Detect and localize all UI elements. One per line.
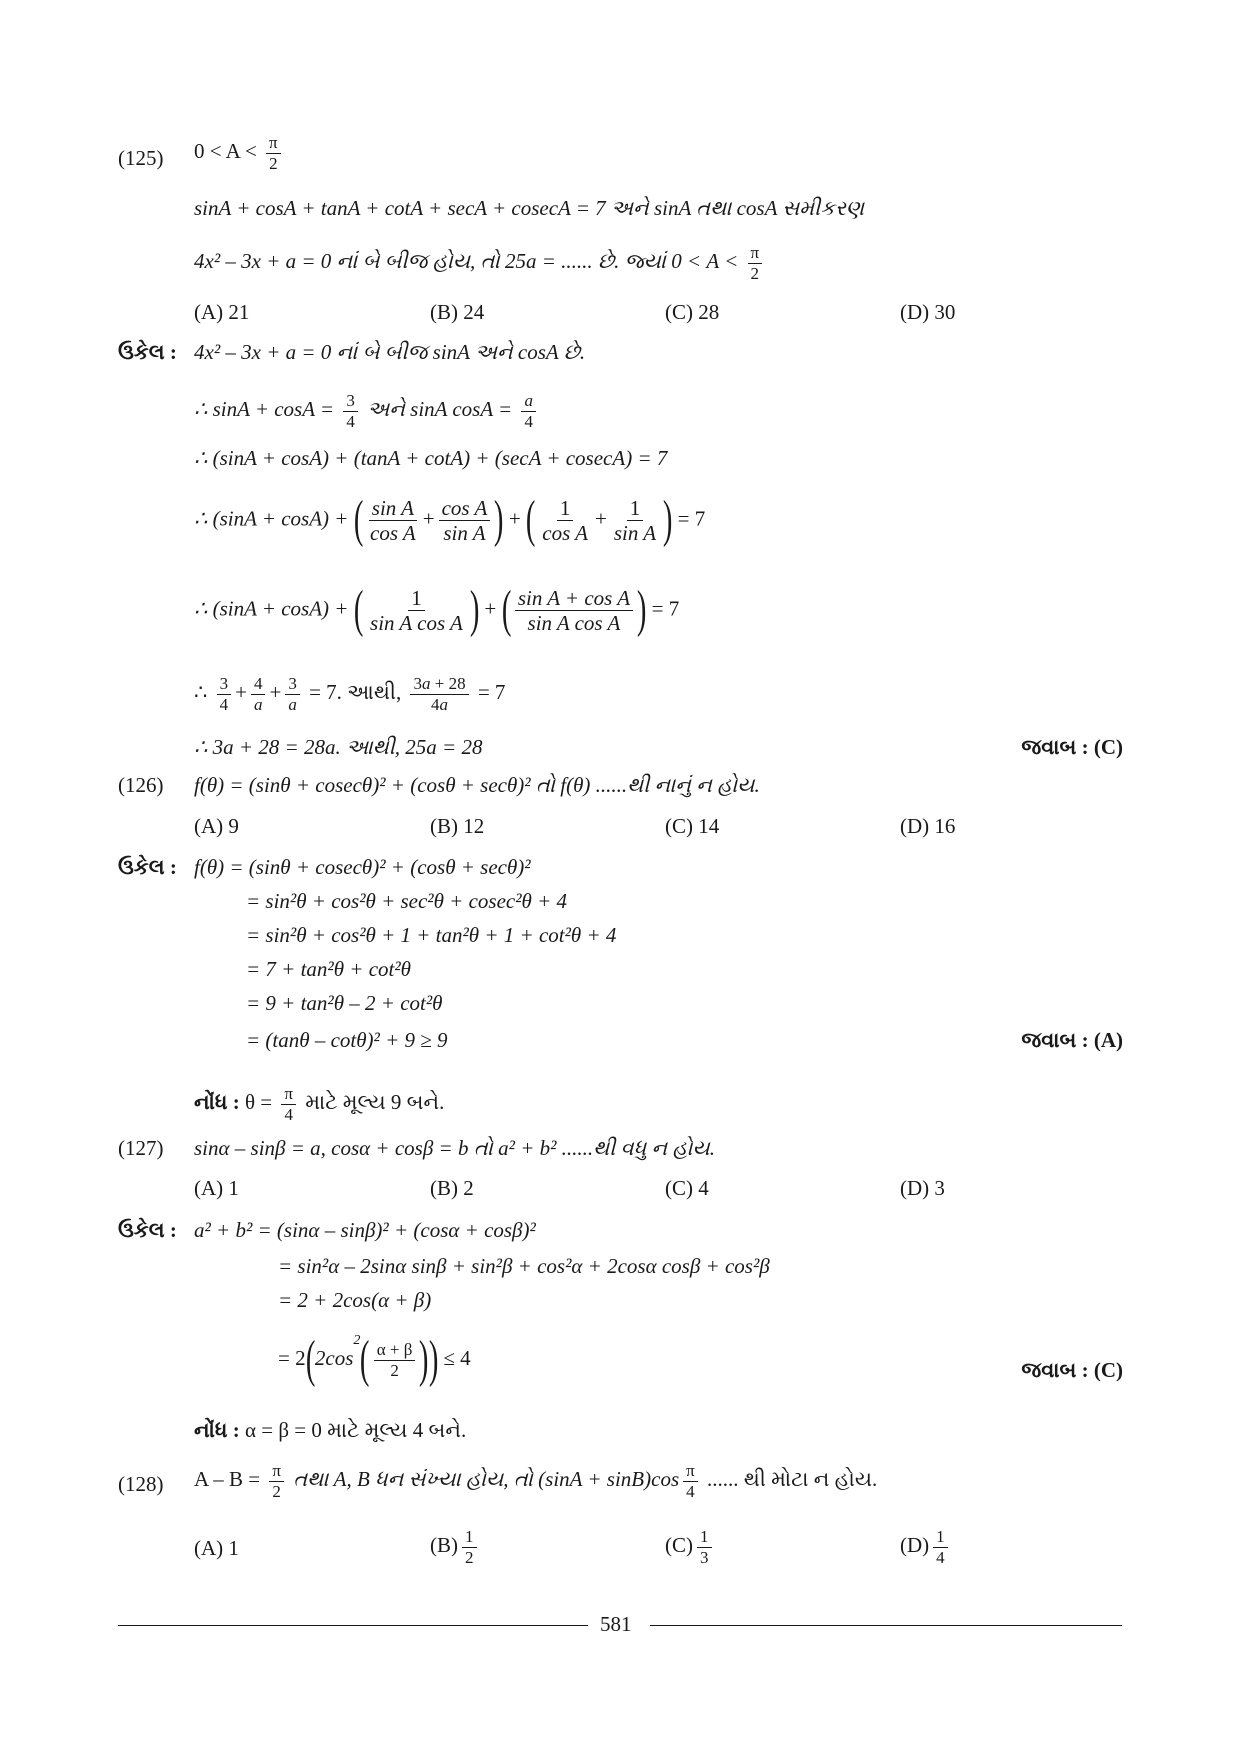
q128-text: A – B = $\frac{\pi}{2}$ તથા A, B ધન સંખ્યા હોય, તો (sinA + sinB)cos $\frac{\pi}{4}$ ...... થી મોટા ન હોય. bbox=[194, 1461, 878, 1501]
q125-option-d[interactable]: (D) 30 bbox=[900, 300, 956, 324]
q126-text: f(θ) = (sinθ + cosecθ)² + (cosθ + secθ)² તો f(θ) ......થી નાનું ન હોય. bbox=[194, 773, 760, 797]
q127-note: નોંધ : α = β = 0 માટે મૂલ્ય 4 બને. bbox=[194, 1418, 467, 1442]
q125-step3: ∴ (sinA + cosA) + (tanA + cotA) + (secA + cosecA) = 7 bbox=[194, 446, 668, 470]
q128-option-c[interactable]: (C) $\frac{1}{3}$ bbox=[665, 1528, 716, 1567]
q126-number: (126) bbox=[118, 773, 164, 797]
q126-answer: જવાબ : (A) bbox=[1021, 1028, 1123, 1052]
q125-condition: 0 < A < $\frac{\pi}{2}$ bbox=[194, 134, 285, 173]
q125-step6: ∴ $\frac{3}{4}$ + $\frac{4}{a}$ + $\frac{3}{a}$ = 7. આથી, $\frac{3a + 28}{4a}$ = 7 bbox=[194, 674, 506, 714]
q125-line2: sinA + cosA + tanA + cotA + secA + cosecA = 7 અને sinA તથા cosA સમીકરણ bbox=[194, 196, 865, 220]
q126-option-d[interactable]: (D) 16 bbox=[900, 814, 956, 838]
q127-option-c[interactable]: (C) 4 bbox=[665, 1176, 709, 1200]
q125-option-a[interactable]: (A) 21 bbox=[194, 300, 250, 324]
q126-option-c[interactable]: (C) 14 bbox=[665, 814, 720, 838]
q126-solution-label: ઉકેલ : bbox=[118, 855, 177, 879]
q127-text: sinα – sinβ = a, cosα + cosβ = b તો a² + b² ......થી વધુ ન હોય. bbox=[194, 1136, 715, 1160]
q125-solution-line1: 4x² – 3x + a = 0 નાં બે બીજ sinA અને cosA છે. bbox=[194, 340, 586, 364]
q128-option-b[interactable]: (B) $\frac{1}{2}$ bbox=[430, 1528, 481, 1567]
q128-option-d[interactable]: (D) $\frac{1}{4}$ bbox=[900, 1528, 952, 1567]
q128-number: (128) bbox=[118, 1472, 164, 1496]
q127-option-a[interactable]: (A) 1 bbox=[194, 1176, 239, 1200]
q125-step5: ∴ (sinA + cosA) + ( $\frac{1}{\text{sin A cos A}}$ ) + ( $\frac{\text{sin A + cos A}}{\text{sin A cos A}}$ ) = 7 bbox=[194, 581, 680, 639]
q125-option-c[interactable]: (C) 28 bbox=[665, 300, 720, 324]
q126-option-b[interactable]: (B) 12 bbox=[430, 814, 485, 838]
page-number: 581 bbox=[600, 1612, 632, 1636]
q125-step7: ∴ 3a + 28 = 28a. આથી, 25a = 28 bbox=[194, 735, 483, 759]
q126-solution-line: f(θ) = (sinθ + cosecθ)² + (cosθ + secθ)² bbox=[194, 855, 531, 879]
q125-number: (125) bbox=[118, 146, 164, 170]
q127-answer: જવાબ : (C) bbox=[1021, 1358, 1123, 1382]
q125-solution-label: ઉકેલ : bbox=[118, 340, 177, 364]
q127-final-step: = $2(2\cos^2$( $\frac{\alpha + \beta}{2}$ )) ≤ 4 bbox=[278, 1331, 471, 1388]
q125-option-b[interactable]: (B) 24 bbox=[430, 300, 485, 324]
q126-solution-line: = 7 + tan²θ + cot²θ bbox=[246, 957, 411, 981]
q128-option-a[interactable]: (A) 1 bbox=[194, 1536, 239, 1560]
q126-note: નોંધ : θ = $\frac{\pi}{4}$ માટે મૂલ્ય 9 બને. bbox=[194, 1084, 445, 1124]
q126-solution-line: = sin²θ + cos²θ + sec²θ + cosec²θ + 4 bbox=[246, 889, 567, 913]
q126-solution-line: = sin²θ + cos²θ + 1 + tan²θ + 1 + cot²θ + 4 bbox=[246, 923, 617, 947]
q126-solution-line: = (tanθ – cotθ)² + 9 ≥ 9 bbox=[246, 1028, 448, 1052]
q127-option-d[interactable]: (D) 3 bbox=[900, 1176, 945, 1200]
q127-solution-line: a² + b² = (sinα – sinβ)² + (cosα + cosβ)² bbox=[194, 1218, 536, 1242]
q125-step2: ∴ sinA + cosA = $\frac{3}{4}$ અને sinA cosA = $\frac{a}{4}$ bbox=[194, 392, 540, 431]
q127-option-b[interactable]: (B) 2 bbox=[430, 1176, 474, 1200]
q125-line3: 4x² – 3x + a = 0 નાં બે બીજ હોય, તો 25a = ...... છે. જ્યાં 0 < A < $\frac{\pi}{2}$ bbox=[194, 244, 766, 283]
q127-solution-line: = 2 + 2cos(α + β) bbox=[278, 1288, 432, 1312]
q127-solution-line: = sin²α – 2sinα sinβ + sin²β + cos²α + 2cosα cosβ + cos²β bbox=[278, 1254, 770, 1278]
q127-number: (127) bbox=[118, 1136, 164, 1160]
footer-rule-right bbox=[650, 1625, 1122, 1626]
q125-answer: જવાબ : (C) bbox=[1021, 735, 1123, 759]
pi-over-2: $\frac{\pi}{2}$ bbox=[266, 134, 281, 173]
q127-solution-label: ઉકેલ : bbox=[118, 1218, 177, 1242]
q125-step4: ∴ (sinA + cosA) + ( $\frac{\text{sin A}}{\text{cos A}}$ + $\frac{\text{cos A}}{\text{sin A}}$ ) + ( $\frac{1}{\text{cos A}}$ + $\frac{1}{\text{sin A}}$ ) = 7 bbox=[194, 491, 706, 549]
q126-option-a[interactable]: (A) 9 bbox=[194, 814, 239, 838]
footer-rule-left bbox=[118, 1625, 588, 1626]
q126-solution-line: = 9 + tan²θ – 2 + cot²θ bbox=[246, 991, 443, 1015]
